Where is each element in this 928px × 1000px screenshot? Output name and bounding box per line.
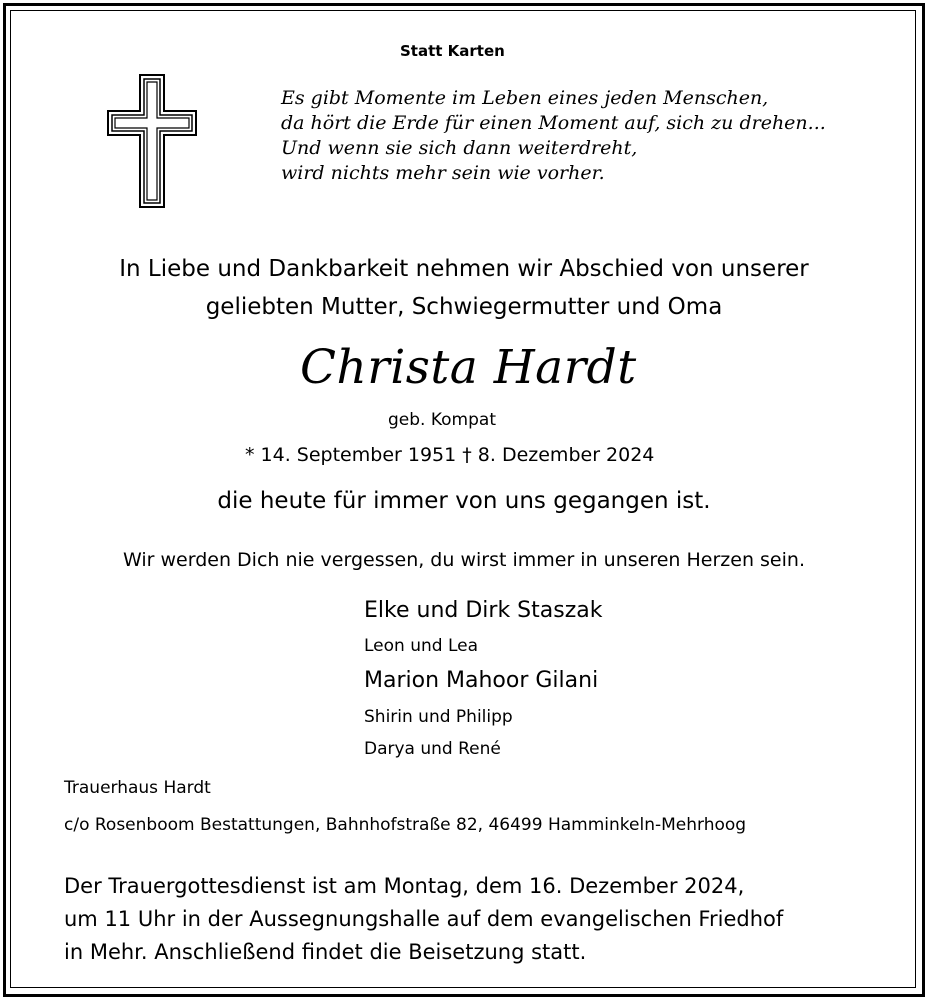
mourner-family: Marion Mahoor Gilani <box>364 668 599 693</box>
poem-line: Und wenn sie sich dann weiterdreht, <box>281 137 638 159</box>
service-line: in Mehr. Anschließend findet die Beisetzung statt. <box>64 940 587 964</box>
statt-karten-note: Statt Karten <box>400 42 505 60</box>
passed-line: die heute für immer von uns gegangen ist. <box>217 488 711 514</box>
mourner-grandchildren: Darya und René <box>364 739 501 759</box>
deceased-name: Christa Hardt <box>300 340 637 395</box>
birth-name: geb. Kompat <box>388 410 496 430</box>
intro-line: geliebten Mutter, Schwiegermutter und Oma <box>205 294 723 320</box>
intro-line: In Liebe und Dankbarkeit nehmen wir Abschied von unserer <box>119 256 809 282</box>
mourner-grandchildren: Leon und Lea <box>364 636 479 656</box>
life-dates: * 14. September 1951 † 8. Dezember 2024 <box>245 444 655 466</box>
remembrance-line: Wir werden Dich nie vergessen, du wirst immer in unseren Herzen sein. <box>123 549 805 571</box>
poem-line: Es gibt Momente im Leben eines jeden Menschen, <box>281 87 769 109</box>
poem-line: wird nichts mehr sein wie vorher. <box>281 162 605 184</box>
cross-icon <box>106 73 198 209</box>
mourning-house: Trauerhaus Hardt <box>64 778 211 798</box>
mourning-address: c/o Rosenboom Bestattungen, Bahnhofstraße 82, 46499 Hamminkeln-Mehrhoog <box>64 815 747 835</box>
mourner-grandchildren: Shirin und Philipp <box>364 707 513 727</box>
poem-line: da hört die Erde für einen Moment auf, sich zu drehen... <box>281 112 826 134</box>
service-line: um 11 Uhr in der Aussegnungshalle auf dem evangelischen Friedhof <box>64 907 784 931</box>
service-line: Der Trauergottesdienst ist am Montag, dem 16. Dezember 2024, <box>64 874 745 898</box>
mourner-family: Elke und Dirk Staszak <box>364 598 603 623</box>
